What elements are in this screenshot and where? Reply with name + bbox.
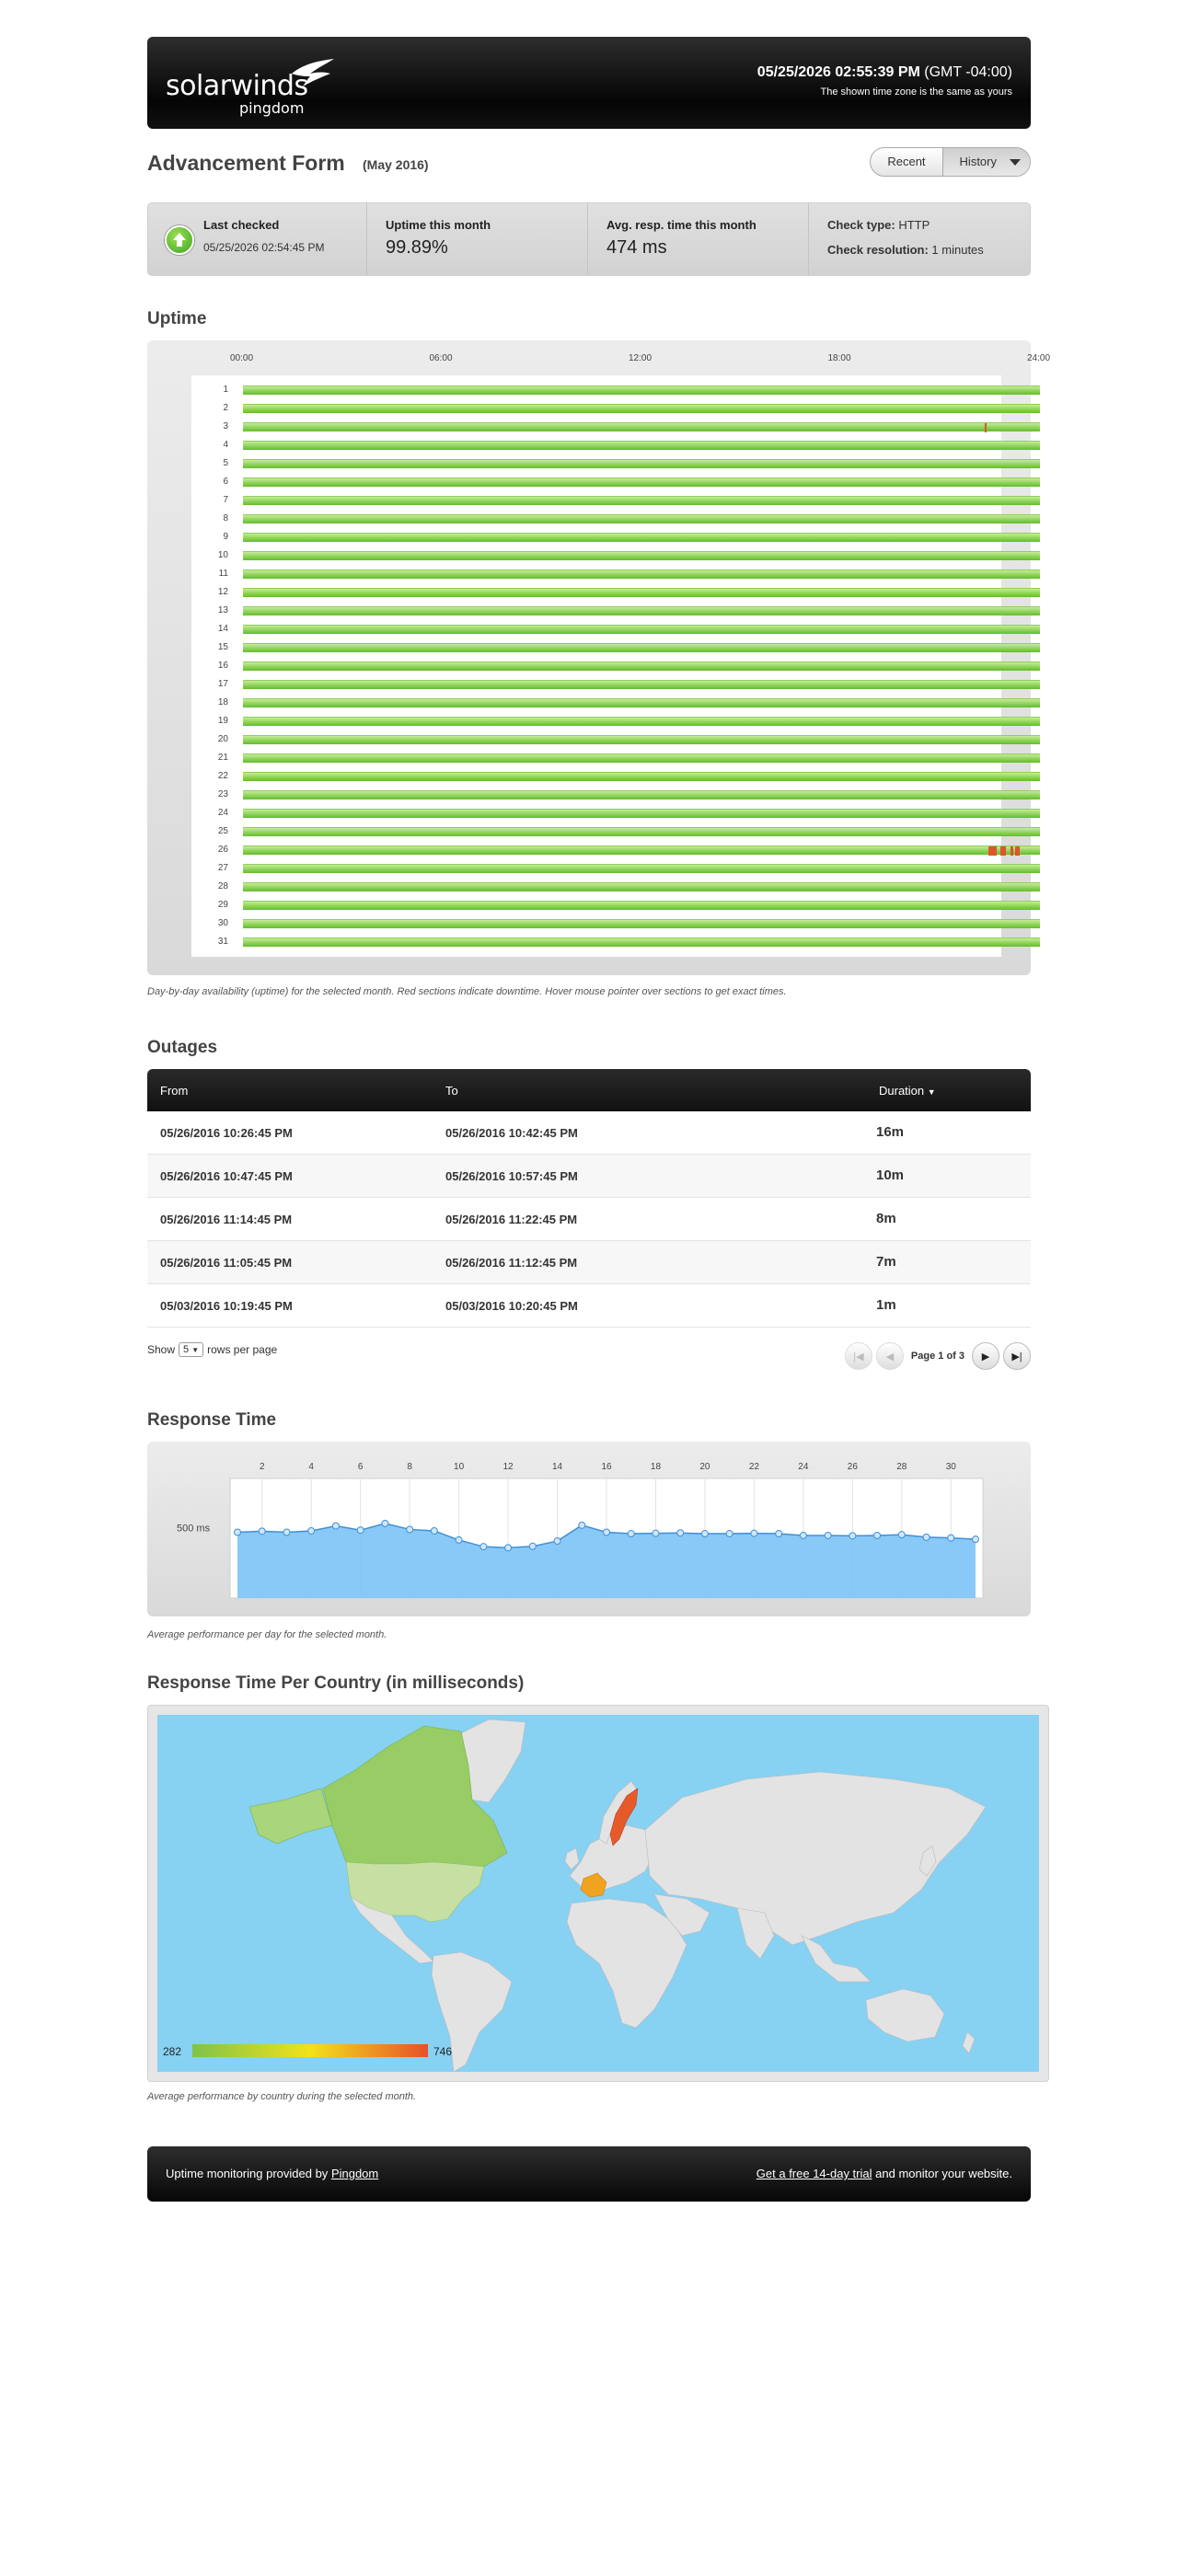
pingdom-link[interactable]: Pingdom xyxy=(330,2167,379,2180)
chart-x-tick: 4 xyxy=(308,1462,314,1472)
sort-desc-icon: ▼ xyxy=(927,1087,936,1097)
chart-point xyxy=(874,1532,881,1538)
select-caret-icon: ▼ xyxy=(191,1346,200,1354)
chart-point xyxy=(407,1526,413,1533)
uptime-day-bar[interactable] xyxy=(243,441,1040,450)
uptime-day-bar[interactable] xyxy=(243,680,1040,689)
uptime-day-label: 1 xyxy=(223,385,228,395)
uptime-day-bar[interactable] xyxy=(243,845,1040,855)
outages-rows xyxy=(147,1111,1031,1328)
world-map[interactable] xyxy=(157,1715,1039,2072)
chart-point xyxy=(751,1530,757,1536)
rows-per-page-control xyxy=(147,1342,277,1357)
duration-header-label: Duration xyxy=(879,1084,925,1098)
time-zone: (GMT -04:00) xyxy=(924,64,1012,80)
outage-duration: 8m xyxy=(876,1211,896,1226)
uptime-day-label: 30 xyxy=(217,918,228,928)
response-time-chart xyxy=(147,1442,1031,1616)
uptime-day-bar[interactable] xyxy=(243,753,1040,763)
response-label: Avg. resp. time this month xyxy=(606,218,756,232)
outages-table xyxy=(147,1069,1031,1328)
up-arrow-icon xyxy=(165,225,194,255)
outage-duration: 7m xyxy=(876,1254,896,1270)
chart-point xyxy=(456,1536,462,1543)
uptime-day-label: 14 xyxy=(217,624,228,634)
footer-trial xyxy=(756,2167,1012,2180)
chart-point xyxy=(480,1544,487,1550)
chart-x-tick: 24 xyxy=(798,1462,809,1472)
uptime-day-label: 20 xyxy=(217,734,228,744)
last-checked-stat xyxy=(148,203,367,275)
check-type-label: Check type: xyxy=(827,218,895,232)
uptime-day-bar[interactable] xyxy=(243,422,1040,431)
chart-point xyxy=(529,1543,536,1549)
chart-x-tick: 8 xyxy=(407,1462,412,1472)
chart-x-tick: 10 xyxy=(454,1462,465,1472)
uptime-day-label: 18 xyxy=(217,697,228,707)
uptime-caption: Day-by-day availability (uptime) for the selected month. Red sections indicate downtime. Hover mouse pointer over sections to get exact times. xyxy=(147,986,787,997)
check-resolution-label: Check resolution: xyxy=(827,243,929,257)
uptime-day-label: 10 xyxy=(217,550,228,560)
footer-trial-text: and monitor your website. xyxy=(875,2167,1012,2180)
check-summary xyxy=(147,202,1031,276)
previous-page-icon[interactable]: ◀ xyxy=(876,1342,904,1370)
chart-x-tick: 20 xyxy=(699,1462,710,1472)
chart-point xyxy=(701,1531,708,1537)
chart-x-tick: 12 xyxy=(502,1462,514,1472)
last-checked-value: 05/25/2026 02:54:45 PM xyxy=(203,241,325,254)
uptime-day-bar[interactable] xyxy=(243,864,1040,873)
uptime-stat xyxy=(367,203,588,275)
uptime-day-bar[interactable] xyxy=(243,533,1040,542)
uptime-day-label: 13 xyxy=(217,605,228,615)
uptime-day-bar[interactable] xyxy=(243,459,1040,468)
time-zone-note: The shown time zone is the same as yours xyxy=(820,86,1012,98)
chart-point xyxy=(948,1535,954,1541)
chart-x-tick: 28 xyxy=(896,1462,907,1472)
uptime-day-bar[interactable] xyxy=(243,809,1040,818)
uptime-day-bar[interactable] xyxy=(243,698,1040,707)
uptime-day-label: 24 xyxy=(217,808,228,818)
uptime-day-label: 28 xyxy=(217,881,228,891)
view-toggle xyxy=(870,147,1031,177)
solarwinds-pingdom-logo[interactable] xyxy=(166,53,341,117)
check-resolution xyxy=(827,243,1011,257)
chart-point xyxy=(628,1531,634,1537)
page-info: Page 1 of 3 xyxy=(910,1351,964,1362)
country-map-panel xyxy=(147,1705,1049,2082)
chart-x-tick: 30 xyxy=(945,1462,956,1472)
check-info-stat xyxy=(809,203,1030,275)
chart-point xyxy=(579,1522,585,1528)
map-alaska xyxy=(249,1788,332,1844)
chart-point xyxy=(849,1533,856,1539)
chart-point xyxy=(259,1528,265,1535)
uptime-day-bar[interactable] xyxy=(243,790,1040,799)
check-type xyxy=(827,218,1011,232)
chart-point xyxy=(776,1531,782,1537)
chart-x-tick: 2 xyxy=(259,1462,265,1472)
uptime-hour-tick: 06:00 xyxy=(429,353,453,363)
chart-x-tick: 22 xyxy=(748,1462,759,1472)
uptime-day-bar[interactable] xyxy=(243,919,1040,928)
uptime-day-label: 15 xyxy=(217,642,228,652)
uptime-hour-tick: 00:00 xyxy=(230,353,254,363)
map-southeast-asia xyxy=(802,1936,871,1982)
recent-button[interactable]: Recent xyxy=(871,148,942,176)
uptime-day-bar[interactable] xyxy=(243,385,1040,395)
uptime-day-label: 6 xyxy=(223,477,228,487)
chart-point xyxy=(308,1527,315,1534)
uptime-day-bar[interactable] xyxy=(243,588,1040,597)
last-checked-label: Last checked xyxy=(203,218,280,232)
table-row[interactable] xyxy=(147,1198,1031,1241)
uptime-day-bar[interactable] xyxy=(243,477,1040,487)
uptime-day-label: 17 xyxy=(217,679,228,689)
table-row[interactable] xyxy=(147,1241,1031,1284)
outage-from: 05/26/2016 11:05:45 PM xyxy=(160,1256,293,1270)
map-uk xyxy=(565,1848,579,1869)
chart-x-tick: 26 xyxy=(847,1462,858,1472)
downtime-segment[interactable] xyxy=(1015,846,1020,856)
legend-max: 746 xyxy=(433,2045,453,2058)
uptime-day-label: 16 xyxy=(217,661,228,671)
uptime-panel xyxy=(147,340,1051,975)
legend-color-scale xyxy=(192,2044,428,2057)
outages-table-header xyxy=(147,1069,1031,1111)
uptime-day-label: 27 xyxy=(217,863,228,873)
last-page-icon[interactable]: ▶| xyxy=(1003,1342,1031,1370)
uptime-day-bar[interactable] xyxy=(243,937,1040,947)
uptime-day-label: 12 xyxy=(217,587,228,597)
table-row[interactable] xyxy=(147,1111,1031,1155)
response-time-caption: Average performance per day for the selected month. xyxy=(147,1629,387,1640)
chart-point xyxy=(726,1531,733,1537)
chart-point xyxy=(431,1527,437,1534)
downtime-segment[interactable] xyxy=(1000,846,1006,856)
uptime-day-label: 25 xyxy=(217,826,228,836)
chart-point xyxy=(283,1529,290,1535)
outages-pagination xyxy=(147,1340,1031,1386)
chart-point xyxy=(825,1532,831,1538)
uptime-day-label: 23 xyxy=(217,789,228,799)
uptime-day-bar[interactable] xyxy=(243,569,1040,579)
downtime-segment[interactable] xyxy=(985,423,987,432)
legend-min: 282 xyxy=(163,2045,182,2058)
outage-to: 05/26/2016 10:57:45 PM xyxy=(445,1169,578,1183)
chart-x-tick: 6 xyxy=(357,1462,364,1472)
uptime-day-label: 22 xyxy=(217,771,228,781)
chart-point xyxy=(653,1530,659,1536)
uptime-day-bar[interactable] xyxy=(243,404,1040,413)
uptime-day-label: 2 xyxy=(223,403,228,413)
uptime-day-label: 4 xyxy=(223,440,228,450)
chart-x-tick: 16 xyxy=(601,1462,612,1472)
downtime-segment[interactable] xyxy=(988,846,998,856)
uptime-day-label: 29 xyxy=(217,900,228,910)
outage-to: 05/26/2016 10:42:45 PM xyxy=(445,1126,578,1140)
uptime-day-bar[interactable] xyxy=(243,551,1040,560)
uptime-day-label: 8 xyxy=(223,513,228,523)
country-title: Response Time Per Country (in milliseconds) xyxy=(147,1673,525,1693)
show-label: Show xyxy=(147,1343,176,1356)
response-time-panel xyxy=(147,1442,1031,1616)
uptime-day-label: 5 xyxy=(223,458,228,468)
page-period: (May 2016) xyxy=(363,157,429,172)
outage-from: 05/03/2016 10:19:45 PM xyxy=(160,1299,293,1313)
uptime-hour-tick: 12:00 xyxy=(629,353,653,363)
uptime-day-label: 3 xyxy=(223,421,228,431)
table-row[interactable] xyxy=(147,1155,1031,1198)
chart-x-tick: 18 xyxy=(650,1462,662,1472)
chart-x-tick: 14 xyxy=(551,1462,563,1472)
response-time-title: Response Time xyxy=(147,1410,277,1430)
free-trial-link[interactable]: Get a free 14-day trial xyxy=(756,2167,872,2180)
outage-to: 05/26/2016 11:22:45 PM xyxy=(445,1213,578,1226)
map-australia xyxy=(866,1989,944,2041)
chart-point xyxy=(923,1534,930,1540)
check-resolution-value: 1 minutes xyxy=(931,243,984,257)
first-page-icon[interactable]: |◀ xyxy=(845,1342,872,1370)
downtime-segment[interactable] xyxy=(1011,846,1014,856)
chart-point xyxy=(235,1529,241,1535)
bird-logo-icon xyxy=(290,53,336,90)
up-arrow-glyph xyxy=(167,227,192,253)
uptime-day-bar[interactable] xyxy=(243,496,1040,505)
chart-point xyxy=(973,1536,979,1543)
outages-title: Outages xyxy=(147,1038,218,1057)
uptime-day-label: 26 xyxy=(217,845,228,855)
logo-product-text: pingdom xyxy=(239,99,305,117)
outage-duration: 10m xyxy=(876,1167,905,1183)
uptime-hour-tick: 18:00 xyxy=(827,353,851,363)
uptime-day-bar[interactable] xyxy=(243,661,1040,671)
uptime-day-bar[interactable] xyxy=(243,735,1040,744)
uptime-title: Uptime xyxy=(147,309,207,328)
chart-point xyxy=(898,1532,905,1538)
uptime-day-label: 31 xyxy=(217,937,228,947)
uptime-day-label: 19 xyxy=(217,716,228,726)
uptime-day-bar[interactable] xyxy=(243,772,1040,781)
current-time xyxy=(757,64,1012,81)
chevron-down-icon[interactable] xyxy=(1010,159,1021,166)
rows-per-page-select[interactable] xyxy=(179,1342,203,1357)
uptime-value: 99.89% xyxy=(386,237,448,258)
response-value: 474 ms xyxy=(606,237,667,258)
page-footer xyxy=(147,2146,1031,2202)
rows-per-page-value: 5 xyxy=(183,1344,190,1355)
country-caption: Average performance by country during the selected month. xyxy=(147,2091,417,2102)
uptime-day-label: 9 xyxy=(223,532,228,542)
outage-from: 05/26/2016 10:26:45 PM xyxy=(160,1126,293,1140)
uptime-grid xyxy=(191,375,1001,957)
uptime-label: Uptime this month xyxy=(386,218,491,232)
uptime-day-label: 11 xyxy=(218,569,228,579)
uptime-day-label: 7 xyxy=(223,495,228,505)
uptime-day-bar[interactable] xyxy=(243,827,1040,836)
pager xyxy=(845,1342,1031,1370)
page-title: Advancement Form xyxy=(147,151,345,175)
chart-point xyxy=(554,1538,560,1545)
uptime-day-bar[interactable] xyxy=(243,625,1040,634)
chart-point xyxy=(382,1520,388,1526)
world-map-graphic xyxy=(157,1715,1039,2072)
page-header xyxy=(147,37,1031,129)
uptime-day-bar[interactable] xyxy=(243,882,1040,891)
uptime-day-bar[interactable] xyxy=(243,643,1040,652)
history-button[interactable] xyxy=(943,148,1030,176)
map-new-zealand xyxy=(963,2032,975,2053)
chart-point xyxy=(604,1529,610,1535)
history-label: History xyxy=(959,155,997,168)
table-row[interactable] xyxy=(147,1284,1031,1328)
chart-point xyxy=(800,1532,806,1538)
duration-column-header[interactable] xyxy=(879,1084,936,1098)
logo-brand-text: solarwinds xyxy=(166,70,308,102)
uptime-day-bar[interactable] xyxy=(243,717,1040,726)
chart-point xyxy=(332,1523,339,1529)
chart-point xyxy=(505,1545,512,1551)
outage-from: 05/26/2016 10:47:45 PM xyxy=(160,1169,293,1183)
uptime-day-label: 21 xyxy=(217,753,228,763)
chart-point xyxy=(677,1530,684,1536)
uptime-day-bar[interactable] xyxy=(243,606,1040,615)
outage-to: 05/03/2016 10:20:45 PM xyxy=(445,1299,578,1313)
from-column-header[interactable]: From xyxy=(160,1084,189,1098)
outage-duration: 1m xyxy=(876,1297,896,1313)
outage-to: 05/26/2016 11:12:45 PM xyxy=(445,1256,578,1270)
to-column-header[interactable]: To xyxy=(445,1084,458,1098)
uptime-hour-tick: 24:00 xyxy=(1027,353,1051,363)
response-stat xyxy=(588,203,809,275)
rows-per-page-label: rows per page xyxy=(207,1343,278,1356)
outage-from: 05/26/2016 11:14:45 PM xyxy=(160,1213,293,1226)
chart-point xyxy=(357,1527,364,1534)
uptime-day-bar[interactable] xyxy=(243,514,1040,523)
outage-duration: 16m xyxy=(876,1124,905,1140)
check-type-value: HTTP xyxy=(898,218,930,232)
current-time-value: 05/25/2026 02:55:39 PM xyxy=(756,64,920,80)
uptime-day-bar[interactable] xyxy=(243,901,1040,910)
next-page-icon[interactable]: ▶ xyxy=(972,1342,999,1370)
footer-credit-text: Uptime monitoring provided by xyxy=(166,2167,329,2180)
footer-credit xyxy=(166,2167,378,2180)
chart-y-tick: 500 ms xyxy=(177,1523,211,1535)
